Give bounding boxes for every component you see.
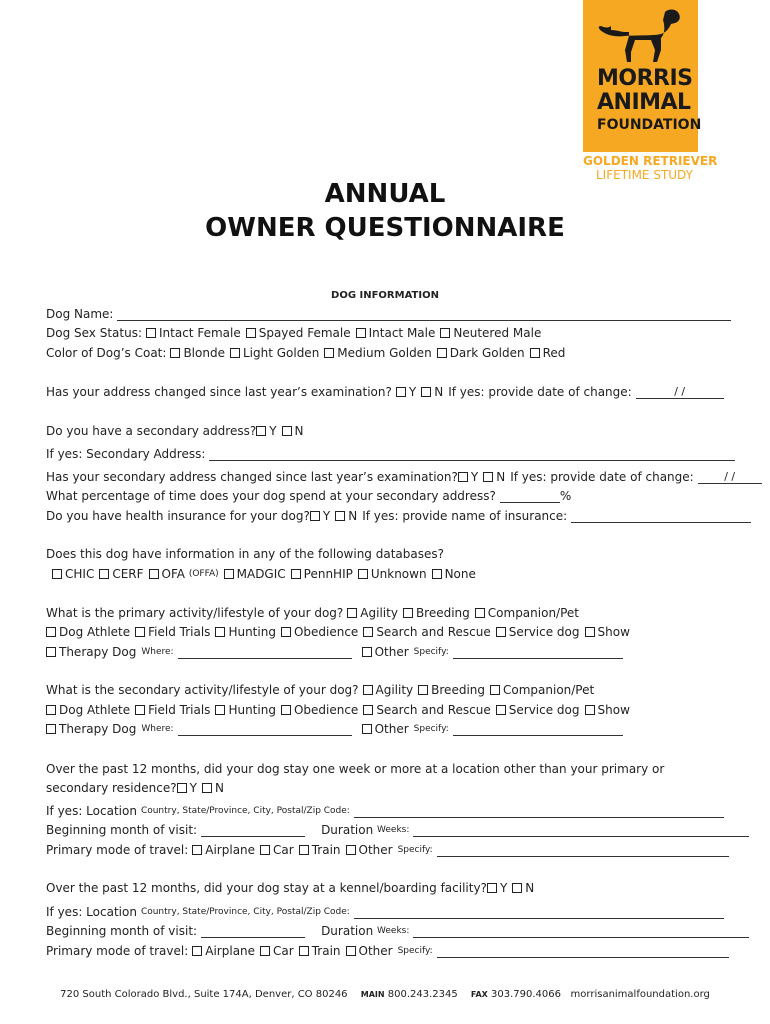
website-link[interactable]: morrisanimalfoundation.org: [570, 989, 710, 1000]
activity-option: Service dog: [508, 703, 580, 717]
activity-option: Obedience: [293, 625, 359, 639]
checkbox[interactable]: [246, 328, 256, 338]
checkbox[interactable]: [299, 946, 309, 956]
secondary-changed-row: [46, 469, 762, 485]
page-title-line2: OWNER QUESTIONNAIRE: [205, 213, 565, 243]
coat-option: Blonde: [183, 346, 225, 360]
specify-field[interactable]: [453, 646, 623, 659]
travel-option: Train: [311, 843, 341, 857]
specify-label: Specify:: [397, 845, 433, 855]
database-option: CERF: [112, 567, 144, 581]
database-option: PennHIP: [303, 567, 353, 581]
checkbox[interactable]: [135, 705, 145, 715]
checkbox[interactable]: [403, 608, 413, 618]
checkbox-yes[interactable]: [458, 472, 468, 482]
activity-option: Dog Athlete: [59, 625, 131, 639]
checkbox[interactable]: [99, 569, 109, 579]
secondary-activity-row1: [46, 682, 599, 698]
checkbox[interactable]: [46, 627, 56, 637]
specify-field[interactable]: [437, 844, 729, 857]
activity-option: Obedience: [293, 703, 359, 717]
no-label: N: [496, 470, 506, 484]
dog-name-label: Dog Name:: [46, 307, 114, 321]
location-field[interactable]: [354, 805, 724, 818]
main-phone: 800.243.2345: [387, 989, 458, 1000]
checkbox[interactable]: [224, 569, 234, 579]
coat-option: Light Golden: [242, 346, 320, 360]
yes-label: Y: [322, 509, 331, 523]
duration-field[interactable]: [413, 824, 749, 837]
stay-location-row: [46, 803, 724, 819]
yes-label: Y: [499, 881, 508, 895]
checkbox[interactable]: [192, 845, 202, 855]
checkbox[interactable]: [363, 627, 373, 637]
checkbox[interactable]: [585, 627, 595, 637]
checkbox[interactable]: [362, 724, 372, 734]
checkbox[interactable]: [490, 685, 500, 695]
study-name-line2: LIFETIME STUDY: [596, 168, 693, 182]
activity-option: Companion/Pet: [503, 683, 595, 697]
travel-option: Car: [273, 944, 294, 958]
yes-label: Y: [189, 781, 197, 795]
travel-label: Primary mode of travel:: [46, 843, 189, 857]
stay-question-line1: Over the past 12 months, did your dog stay one week or more at a location other than your primary or: [46, 762, 665, 776]
travel-option: Airplane: [205, 944, 256, 958]
activity-option: Service dog: [508, 625, 580, 639]
checkbox[interactable]: [192, 946, 202, 956]
yes-label: Y: [408, 385, 417, 399]
begin-field[interactable]: [201, 824, 305, 837]
weeks-label: Weeks:: [377, 926, 410, 936]
begin-field[interactable]: [201, 925, 305, 938]
checkbox[interactable]: [46, 724, 56, 734]
no-label: N: [434, 385, 444, 399]
checkbox-yes[interactable]: [396, 387, 406, 397]
database-option: CHIC: [65, 567, 95, 581]
activity-option: Search and Rescue: [376, 703, 491, 717]
checkbox[interactable]: [215, 627, 225, 637]
secondary-address-field-row: [46, 446, 735, 462]
secondary-changed-question: Has your secondary address changed since last year’s examination?: [46, 470, 458, 484]
no-label: N: [348, 509, 358, 523]
sex-row: [46, 325, 546, 341]
primary-activity-row3: [46, 644, 623, 660]
begin-label: Beginning month of visit:: [46, 823, 198, 837]
if-yes-label: If yes: provide date of change:: [448, 385, 632, 399]
golden-retriever-icon: [595, 6, 687, 66]
checkbox[interactable]: [291, 569, 301, 579]
checkbox[interactable]: [149, 569, 159, 579]
kennel-location-row: [46, 904, 724, 920]
other-label: Other: [374, 645, 409, 659]
stay-begin-row: [46, 822, 749, 838]
checkbox-no[interactable]: [421, 387, 431, 397]
sex-option: Neutered Male: [453, 326, 542, 340]
checkbox[interactable]: [299, 845, 309, 855]
activity-option: Therapy Dog: [59, 645, 137, 659]
percentage-question: What percentage of time does your dog spend at your secondary address?: [46, 489, 496, 503]
duration-label: Duration: [321, 823, 374, 837]
main-label: MAIN: [360, 990, 385, 999]
footer: [0, 989, 770, 1000]
travel-option: Car: [273, 843, 294, 857]
dog-name-field[interactable]: [117, 308, 731, 321]
activity-option: Agility: [360, 606, 398, 620]
location-label: If yes: Location: [46, 804, 137, 818]
checkbox[interactable]: [346, 845, 356, 855]
activity-option: Show: [597, 703, 630, 717]
checkbox-no[interactable]: [483, 472, 493, 482]
footer-address: 720 South Colorado Blvd., Suite 174A, Denver, CO 80246: [60, 989, 348, 1000]
checkbox-yes[interactable]: [487, 883, 497, 893]
sex-label: Dog Sex Status:: [46, 326, 142, 340]
address-changed-row: [46, 384, 724, 400]
checkbox[interactable]: [496, 627, 506, 637]
checkbox-yes[interactable]: [256, 426, 266, 436]
study-name-line1: GOLDEN RETRIEVER: [583, 154, 718, 168]
specify-label: Specify:: [413, 647, 449, 657]
stay-travel-row: [46, 842, 729, 858]
coat-option: Medium Golden: [337, 346, 432, 360]
coat-row: [46, 345, 570, 361]
checkbox[interactable]: [170, 348, 180, 358]
checkbox[interactable]: [437, 348, 447, 358]
sex-option: Intact Male: [368, 326, 436, 340]
fax-number: 303.790.4066: [491, 989, 561, 1000]
percentage-row: [46, 488, 571, 504]
checkbox[interactable]: [260, 845, 270, 855]
specify-label: Specify:: [397, 946, 433, 956]
logo-text-animal: ANIMAL: [597, 90, 691, 115]
sex-option: Intact Female: [159, 326, 241, 340]
checkbox[interactable]: [46, 647, 56, 657]
checkbox[interactable]: [135, 627, 145, 637]
secondary-activity-question: What is the secondary activity/lifestyle of your dog?: [46, 683, 359, 697]
checkbox[interactable]: [281, 627, 291, 637]
date-field[interactable]: / /: [636, 386, 724, 399]
address-changed-question: Has your address changed since last year’s examination?: [46, 385, 392, 399]
databases-row: [52, 566, 481, 582]
date-field[interactable]: / /: [698, 471, 762, 484]
checkbox[interactable]: [346, 946, 356, 956]
secondary-activity-row3: [46, 721, 623, 737]
activity-option: Therapy Dog: [59, 722, 137, 736]
percentage-field[interactable]: [500, 490, 560, 503]
activity-option: Search and Rescue: [376, 625, 491, 639]
secondary-address-label: If yes: Secondary Address:: [46, 447, 206, 461]
kennel-begin-row: [46, 923, 749, 939]
begin-label: Beginning month of visit:: [46, 924, 198, 938]
kennel-travel-row: [46, 943, 729, 959]
logo-text-foundation: FOUNDATION: [597, 117, 702, 133]
insurance-row: [46, 508, 751, 524]
checkbox[interactable]: [358, 569, 368, 579]
checkbox[interactable]: [347, 608, 357, 618]
checkbox[interactable]: [418, 685, 428, 695]
checkbox[interactable]: [530, 348, 540, 358]
primary-activity-question: What is the primary activity/lifestyle of your dog?: [46, 606, 344, 620]
no-label: N: [294, 424, 304, 438]
checkbox-yes[interactable]: [310, 511, 320, 521]
databases-question: Does this dog have information in any of the following databases?: [46, 547, 444, 561]
other-label: Other: [358, 944, 393, 958]
secondary-activity-row2: [46, 702, 635, 718]
location-hint: Country, State/Province, City, Postal/Zip Code:: [140, 806, 350, 816]
checkbox[interactable]: [324, 348, 334, 358]
kennel-question: Over the past 12 months, did your dog stay at a kennel/boarding facility?: [46, 881, 487, 895]
foundation-logo: [583, 0, 702, 152]
secondary-address-row: [46, 423, 309, 439]
checkbox-no[interactable]: [335, 511, 345, 521]
coat-option: Red: [542, 346, 566, 360]
database-option: Unknown: [370, 567, 427, 581]
no-label: N: [214, 781, 224, 795]
location-label: If yes: Location: [46, 905, 137, 919]
checkbox[interactable]: [230, 348, 240, 358]
primary-activity-row2: [46, 624, 635, 640]
checkbox[interactable]: [146, 328, 156, 338]
coat-option: Dark Golden: [449, 346, 525, 360]
secondary-address-field[interactable]: [209, 448, 735, 461]
checkbox-yes[interactable]: [177, 783, 187, 793]
checkbox[interactable]: [46, 705, 56, 715]
activity-option: Show: [597, 625, 630, 639]
other-label: Other: [358, 843, 393, 857]
checkbox[interactable]: [363, 685, 373, 695]
activity-option: Companion/Pet: [487, 606, 579, 620]
checkbox[interactable]: [496, 705, 506, 715]
database-option: None: [444, 567, 476, 581]
primary-activity-row1: [46, 605, 584, 621]
secondary-address-question: Do you have a secondary address?: [46, 424, 257, 438]
checkbox[interactable]: [363, 705, 373, 715]
activity-option: Field Trials: [148, 703, 211, 717]
checkbox-no[interactable]: [282, 426, 292, 436]
logo-text-morris: MORRIS: [597, 66, 693, 91]
activity-option: Breeding: [431, 683, 485, 697]
if-yes-label: If yes: provide date of change:: [510, 470, 694, 484]
sex-option: Spayed Female: [258, 326, 351, 340]
checkbox[interactable]: [260, 946, 270, 956]
checkbox[interactable]: [215, 705, 225, 715]
weeks-label: Weeks:: [377, 825, 410, 835]
database-option: OFA: [161, 567, 185, 581]
duration-label: Duration: [321, 924, 374, 938]
insurance-question: Do you have health insurance for your dog?: [46, 509, 310, 523]
insurance-name-field[interactable]: [571, 510, 751, 523]
yes-label: Y: [269, 424, 277, 438]
checkbox[interactable]: [432, 569, 442, 579]
page-title-line1: ANNUAL: [324, 179, 446, 209]
coat-label: Color of Dog’s Coat:: [46, 346, 167, 360]
yes-label: Y: [470, 470, 479, 484]
checkbox[interactable]: [585, 705, 595, 715]
checkbox[interactable]: [356, 328, 366, 338]
duration-field[interactable]: [413, 925, 749, 938]
dog-name-row: [46, 306, 731, 322]
activity-option: Hunting: [228, 625, 276, 639]
travel-option: Airplane: [205, 843, 256, 857]
section-heading: DOG INFORMATION: [331, 290, 439, 301]
travel-label: Primary mode of travel:: [46, 944, 189, 958]
location-hint: Country, State/Province, City, Postal/Zip Code:: [140, 907, 350, 917]
activity-option: Field Trials: [148, 625, 211, 639]
checkbox[interactable]: [362, 647, 372, 657]
other-label: Other: [374, 722, 409, 736]
checkbox[interactable]: [475, 608, 485, 618]
checkbox-no[interactable]: [202, 783, 212, 793]
checkbox[interactable]: [440, 328, 450, 338]
activity-option: Dog Athlete: [59, 703, 131, 717]
database-option: MADGIC: [236, 567, 286, 581]
specify-label: Specify:: [413, 724, 449, 734]
fax-label: FAX: [470, 990, 488, 999]
specify-field[interactable]: [453, 723, 623, 736]
where-label: Where:: [141, 647, 174, 657]
location-field[interactable]: [354, 906, 724, 919]
where-label: Where:: [141, 724, 174, 734]
specify-field[interactable]: [437, 945, 729, 958]
if-yes-label: If yes: provide name of insurance:: [362, 509, 568, 523]
checkbox[interactable]: [52, 569, 62, 579]
percent-sign: %: [559, 489, 572, 503]
activity-option: Breeding: [415, 606, 470, 620]
stay-question-line2: secondary residence?: [46, 781, 177, 795]
where-field[interactable]: [178, 723, 352, 736]
activity-option: Agility: [375, 683, 414, 697]
activity-option: Hunting: [228, 703, 276, 717]
checkbox-no[interactable]: [512, 883, 522, 893]
checkbox[interactable]: [281, 705, 291, 715]
travel-option: Train: [311, 944, 341, 958]
where-field[interactable]: [178, 646, 352, 659]
ofa-note: (OFFA): [188, 569, 219, 579]
kennel-question-row: [46, 880, 539, 896]
stay-question-row: [46, 780, 229, 796]
no-label: N: [525, 881, 535, 895]
